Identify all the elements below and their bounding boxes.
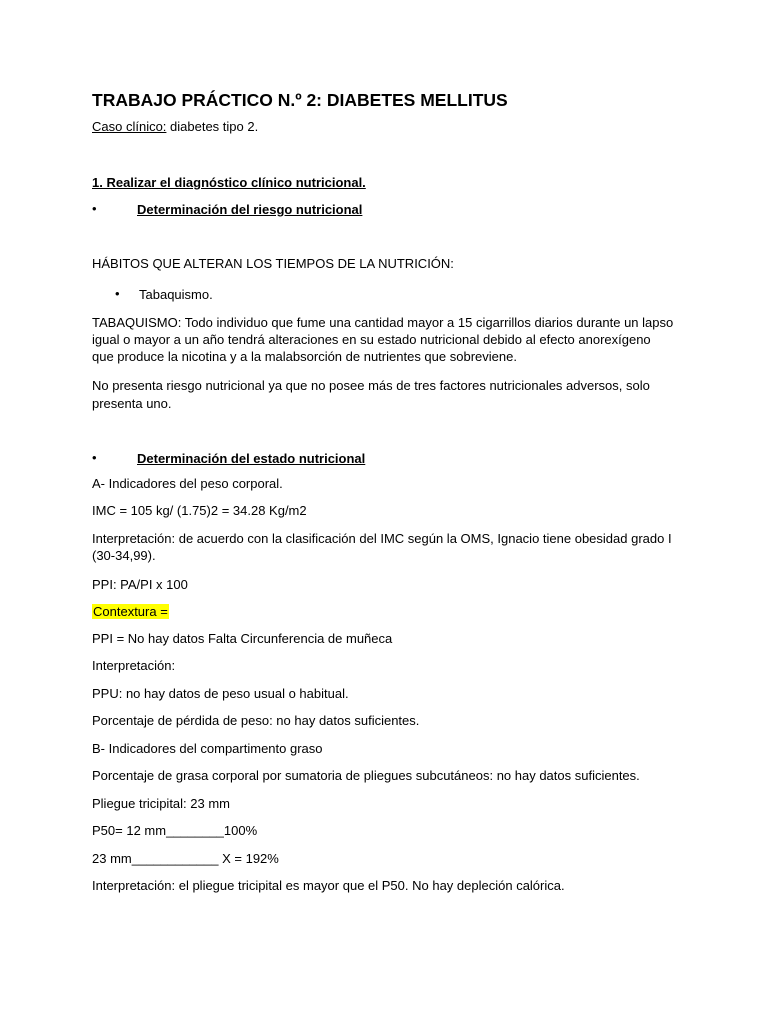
document-title: TRABAJO PRÁCTICO N.º 2: DIABETES MELLITUS xyxy=(92,90,508,110)
ratio-line: 23 mm____________ X = 192% xyxy=(92,851,279,866)
triceps-line: Pliegue tricipital: 23 mm xyxy=(92,796,230,811)
ppi-formula: PPI: PA/PI x 100 xyxy=(92,577,188,592)
subsection-risk-heading: Determinación del riesgo nutricional xyxy=(137,202,363,217)
ppi-nodata: PPI = No hay datos Falta Circunferencia de muñeca xyxy=(92,631,393,646)
habit-item: Tabaquismo. xyxy=(139,287,213,302)
imc-interpretation-line-2: (30-34,99). xyxy=(92,548,156,563)
risk-conclusion-line-1: No presenta riesgo nutricional ya que no posee más de tres factores nutricionales adversos, solo xyxy=(92,378,650,393)
case-line xyxy=(92,118,258,135)
risk-conclusion-line-2: presenta uno. xyxy=(92,396,172,411)
weight-loss-line: Porcentaje de pérdida de peso: no hay datos suficientes. xyxy=(92,713,420,728)
ppu-line: PPU: no hay datos de peso usual o habitual. xyxy=(92,686,349,701)
bullet-icon: • xyxy=(92,450,97,465)
habits-heading: HÁBITOS QUE ALTERAN LOS TIEMPOS DE LA NUTRICIÓN: xyxy=(92,256,454,271)
tabaquismo-line-3: que produce la nicotina y a la malabsorción de nutrientes que sobreviene. xyxy=(92,349,517,364)
subsection-status-heading: Determinación del estado nutricional xyxy=(137,451,366,466)
interpretation-label: Interpretación: xyxy=(92,658,176,673)
section-1-heading: 1. Realizar el diagnóstico clínico nutricional. xyxy=(92,175,366,190)
contextura-line xyxy=(92,603,169,620)
indicators-a-heading: A- Indicadores del peso corporal. xyxy=(92,476,283,491)
tabaquismo-line-2: igual o mayor a un año tendrá alteraciones en su estado nutricional debido al efecto anorexígeno xyxy=(92,332,651,347)
body-fat-line: Porcentaje de grasa corporal por sumatoria de pliegues subcutáneos: no hay datos suficientes. xyxy=(92,768,640,783)
indicators-b-heading: B- Indicadores del compartimento graso xyxy=(92,741,323,756)
bullet-icon: • xyxy=(115,286,120,301)
final-interpretation: Interpretación: el pliegue tricipital es mayor que el P50. No hay depleción calórica. xyxy=(92,878,565,893)
case-value: diabetes tipo 2. xyxy=(166,119,259,134)
contextura-highlight: Contextura = xyxy=(93,604,168,619)
imc-interpretation-line-1: Interpretación: de acuerdo con la clasificación del IMC según la OMS, Ignacio tiene obesidad grado I xyxy=(92,531,672,546)
tabaquismo-line-1: TABAQUISMO: Todo individuo que fume una cantidad mayor a 15 cigarrillos diarios durante un lapso xyxy=(92,315,674,330)
p50-line: P50= 12 mm________100% xyxy=(92,823,258,838)
bullet-icon: • xyxy=(92,201,97,216)
case-label: Caso clínico: xyxy=(92,119,167,134)
imc-formula: IMC = 105 kg/ (1.75)2 = 34.28 Kg/m2 xyxy=(92,503,307,518)
